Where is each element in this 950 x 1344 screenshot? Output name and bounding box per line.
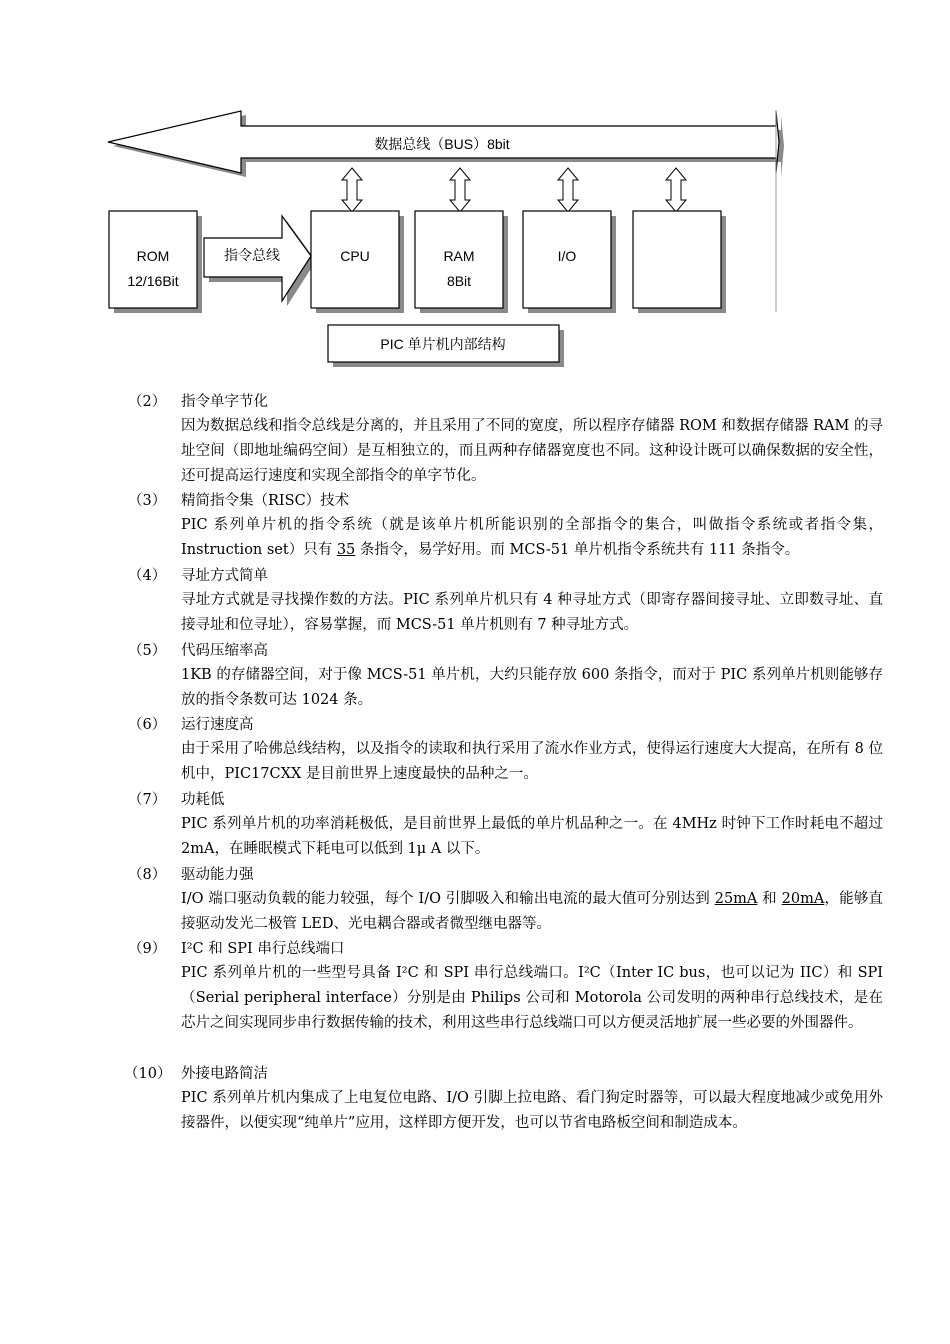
io-label: I/O xyxy=(557,248,577,264)
item-body: PIC 系列单片机的功率消耗极低，是目前世界上最低的单片机品种之一。在 4MHz 时钟下工作时耗电不超过 2mA，在睡眠模式下耗电可以低到 1μ A 以下。 xyxy=(181,816,883,857)
item-number: （6） xyxy=(128,717,167,733)
instruction-bus-label: 指令总线 xyxy=(224,247,280,263)
item-number: （2） xyxy=(128,394,167,410)
bus-connector-io xyxy=(558,168,578,212)
item-title: 运行速度高 xyxy=(181,717,254,733)
rom-label: ROM xyxy=(136,248,170,264)
item-title: 指令单字节化 xyxy=(181,394,268,410)
item-number: （4） xyxy=(128,568,167,584)
item-title: 功耗低 xyxy=(181,792,225,808)
item-number: （5） xyxy=(128,643,167,659)
item-number: （10） xyxy=(124,1066,172,1082)
item-title: 外接电路简洁 xyxy=(181,1066,268,1082)
item-number: （9） xyxy=(128,941,167,957)
bus-connector-extra xyxy=(666,168,686,212)
item-body: 1KB 的存储器空间，对于像 MCS-51 单片机，大约只能存放 600 条指令，而对于 PIC 系列单片机则能够存放的指令条数可达 1024 条。 xyxy=(181,667,883,708)
data-bus-label: 数据总线（BUS）8bit xyxy=(374,136,510,152)
bus-connector-ram xyxy=(450,168,470,212)
instruction-count: 35 xyxy=(336,542,356,558)
cpu-label: CPU xyxy=(340,248,370,264)
item-number: （8） xyxy=(128,867,167,883)
source-current: 20mA xyxy=(781,891,825,907)
item-title: 代码压缩率高 xyxy=(181,643,268,659)
item-title: 寻址方式简单 xyxy=(181,568,268,584)
item-body: PIC 系列单片机的一些型号具备 I²C 和 SPI 串行总线端口。I²C（Inter IC bus，也可以记为 IIC）和 SPI（Serial peripheral interface）分别是由 Philips 公司和 Motorola 公司发明的两种串行总线技术，是在芯片之间实现同步串行数据传输的技术，利用这些串行总线端口可以方便灵活地扩展一些必要的外围器件。 xyxy=(181,965,883,1031)
ram-label: RAM xyxy=(443,248,475,264)
item-number: （7） xyxy=(128,792,167,808)
item-body: 由于采用了哈佛总线结构，以及指令的读取和执行采用了流水作业方式，使得运行速度大大提高，在所有 8 位机中，PIC17CXX 是目前世界上速度最快的品种之一。 xyxy=(181,741,883,782)
item-body: 因为数据总线和指令总线是分离的，并且采用了不同的宽度，所以程序存储器 ROM 和数据存储器 RAM 的寻址空间（即地址编码空间）是互相独立的，而且两种存储器宽度也不同。这种设计既可以确保数据的安全性，还可提高运行速度和实现全部指令的单字节化。 xyxy=(181,418,883,484)
item-title: 精简指令集（RISC）技术 xyxy=(181,493,350,509)
sink-current: 25mA xyxy=(714,891,758,907)
diagram-caption: PIC 单片机内部结构 xyxy=(380,336,506,352)
item-body: PIC 系列单片机内集成了上电复位电路、I/O 引脚上拉电路、看门狗定时器等，可以最大程度地减少或免用外接器件，以便实现“纯单片”应用，这样即方便开发，也可以节省电路板空间和制造成本。 xyxy=(181,1090,883,1131)
item-body: PIC 系列单片机的指令系统（就是该单片机所能识别的全部指令的集合，叫做指令系统或者指令集，Instruction set）只有 35 条指令，易学好用。而 MCS-51 单片机指令系统共有 111 条指令。 xyxy=(181,517,883,558)
item-title: 驱动能力强 xyxy=(181,867,254,883)
empty-box xyxy=(633,211,721,308)
item-title: I²C 和 SPI 串行总线端口 xyxy=(181,941,345,957)
ram-width-label: 8Bit xyxy=(446,273,472,289)
item-body: 寻址方式就是寻找操作数的方法。PIC 系列单片机只有 4 种寻址方式（即寄存器间接寻址、立即数寻址、直接寻址和位寻址），容易掌握，而 MCS-51 单片机则有 7 种寻址方式。 xyxy=(181,592,883,633)
bus-connector-cpu xyxy=(342,168,362,212)
pic-structure-diagram xyxy=(0,0,950,380)
rom-width-label: 12/16Bit xyxy=(127,273,179,289)
item-body: I/O 端口驱动负载的能力较强，每个 I/O 引脚吸入和输出电流的最大值可分别达到 25mA 和 20mA，能够直接驱动发光二极管 LED、光电耦合器或者微型继电器等。 xyxy=(181,891,884,932)
item-number: （3） xyxy=(128,493,167,509)
